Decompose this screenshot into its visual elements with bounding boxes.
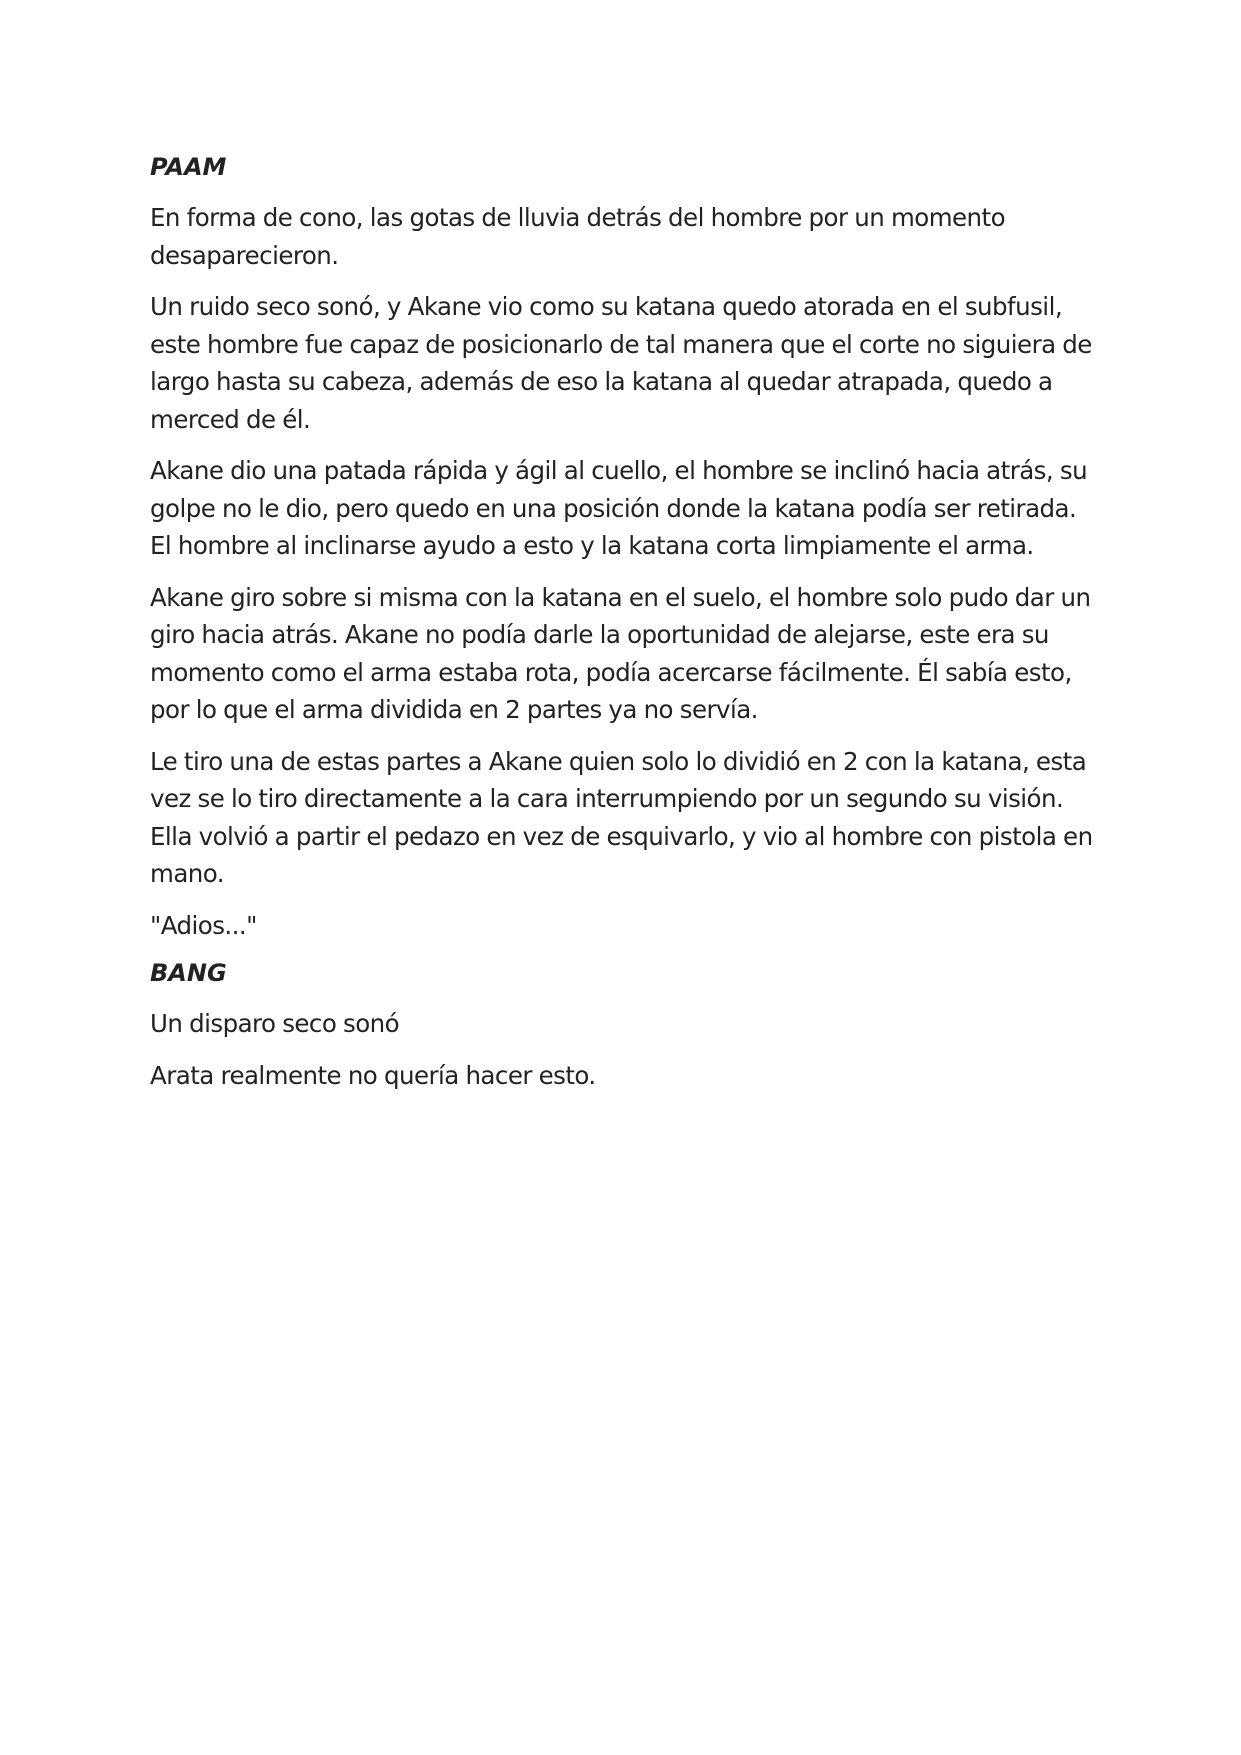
paragraph: Le tiro una de estas partes a Akane quien solo lo dividió en 2 con la katana, esta vez se lo tiro directamente a la cara interrumpiendo por un segundo su visión. Ella volvió a partir el pedazo en vez de esquivarlo, y vio al hombre con pistola en mano. [150,746,1093,888]
sound-effect-paam: PAAM [150,153,227,181]
paragraph: Akane giro sobre si misma con la katana en el suelo, el hombre solo pudo dar un giro hacia atrás. Akane no podía darle la oportunidad de alejarse, este era su momento como el arma estaba rota, podía acercarse fácilmente. Él sabía esto, por lo que el arma dividida en 2 partes ya no servía. [150,582,1091,724]
dialogue-line: "Adios..." [150,910,257,940]
paragraph: Un ruido seco sonó, y Akane vio como su katana quedo atorada en el subfusil, este hombre fue capaz de posicionarlo de tal manera que el corte no siguiera de largo hasta su cabeza, además de eso la katana al quedar atrapada, quedo a merced de él. [150,292,1092,434]
paragraph: Un disparo seco sonó [150,1009,400,1038]
document-page [150,152,1100,1108]
paragraph: Akane dio una patada rápida y ágil al cuello, el hombre se inclinó hacia atrás, su golpe no le dio, pero quedo en una posición donde la katana podía ser retirada. El hombre al inclinarse ayudo a esto y la katana corta limpiamente el arma. [150,456,1088,560]
paragraph: Arata realmente no quería hacer esto. [150,1060,596,1090]
paragraph: En forma de cono, las gotas de lluvia detrás del hombre por un momento desaparecieron. [150,203,1006,270]
sound-effect-bang: BANG [150,959,227,987]
